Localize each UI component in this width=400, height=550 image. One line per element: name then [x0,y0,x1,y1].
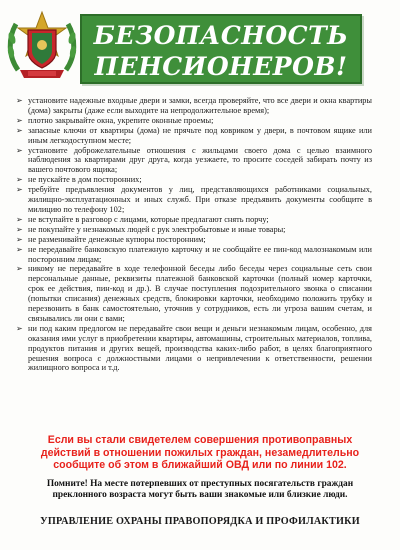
advice-text: не вступайте в разговор с лицами, которые предлагают снять порчу; [28,214,269,224]
arrow-bullet-icon: ➢ [16,244,23,254]
advice-text: никому не передавайте в ходе телефонной беседы либо беседы через социальные сеть свои персональные данные, реквизиты платежной банковской карточки (полный номер карточки, срок ее действия, пин-код и др.). В случае поступления подозрительного звонка о списании (попытки списания) денежных средств, блокировки карточки, необходимо положить трубку и перезвонить в банк самостоятельно, уточнив у сотрудников, есть ли угроза вашим счетам, и связывались ли они с вами; [28,264,372,323]
arrow-bullet-icon: ➢ [16,125,23,135]
arrow-bullet-icon: ➢ [16,234,23,244]
advice-item [16,175,372,185]
advice-text: установите надежные входные двери и замки, всегда проверяйте, что все двери и окна квартиры (дома) закрыты (даже если выходите на непродолжительное время); [28,96,372,115]
title-banner [80,14,362,84]
advice-text: требуйте предъявления документов у лиц, представляющихся работниками социальных, жилищно-эксплуатационных и иных служб. При отказе предъявить документы сообщите в милицию по телефону 102; [28,185,372,214]
advice-text: плотно закрывайте окна, укрепите оконные проемы; [28,115,214,125]
title-line-2: ПЕНСИОНЕРОВ! [94,52,348,81]
advice-item [16,185,372,215]
reminder-note: Помните! На месте потерпевших от преступных посягательств граждан преклонного возраста могут быть ваши знакомые или близкие люди. [46,479,354,500]
advice-text: не пускайте в дом посторонних; [28,175,142,185]
arrow-bullet-icon: ➢ [16,214,23,224]
advice-item [16,245,372,265]
advice-item [16,235,372,245]
arrow-bullet-icon: ➢ [16,175,23,185]
department-footer: УПРАВЛЕНИЕ ОХРАНЫ ПРАВОПОРЯДКА И ПРОФИЛАКТИКИ [40,516,360,527]
advice-text: не разменивайте денежные купюры посторонним; [28,234,206,244]
advice-text: запасные ключи от квартиры (дома) не прячьте под ковриком у двери, в почтовом ящике или иным легкодоступном месте; [28,125,372,145]
report-alert: Если вы стали свидетелем совершения противоправных действий в отношении пожилых граждан, незамедлительно сообщите об этом в ближайший ОВД или по линии 102. [40,434,360,471]
advice-text: ни под каким предлогом не передавайте свои вещи и деньги незнакомым лицам, особенно, для оказания ими услуг в приобретении квартиры, автомашины, строительных материалов, топлива, продуктов питания и других вещей, производства каких-либо работ, в целях благоприятного решения вопроса с должностными лицами о непривлечении к ответственности, решении жилищного вопроса и т.д. [28,323,372,373]
advice-list [16,96,372,373]
title-line-1: БЕЗОПАСНОСТЬ [93,21,349,50]
advice-item [16,96,372,116]
arrow-bullet-icon: ➢ [16,185,23,195]
arrow-bullet-icon: ➢ [16,115,23,125]
arrow-bullet-icon: ➢ [16,96,23,105]
arrow-bullet-icon: ➢ [16,224,23,234]
arrow-bullet-icon: ➢ [16,323,23,333]
advice-item [16,126,372,146]
police-emblem-icon [6,8,78,86]
advice-item [16,215,372,225]
advice-item [16,116,372,126]
arrow-bullet-icon: ➢ [16,264,23,274]
arrow-bullet-icon: ➢ [16,145,23,155]
advice-item [16,225,372,235]
advice-item [16,324,372,374]
advice-text: не передавайте банковскую платежную карточку и не сообщайте ее пин-код малознакомым или посторонним лицам; [28,244,372,264]
advice-item [16,264,372,323]
advice-text: не покупайте у незнакомых людей с рук электробытовые и иные товары; [28,224,286,234]
advice-text: установите доброжелательные отношения с жильцами своего дома с целью взаимного наблюдения за квартирами друг друга, когда уезжаете, то просите соседей забирать почту из вашего почтового ящика; [28,145,372,175]
advice-item [16,146,372,176]
